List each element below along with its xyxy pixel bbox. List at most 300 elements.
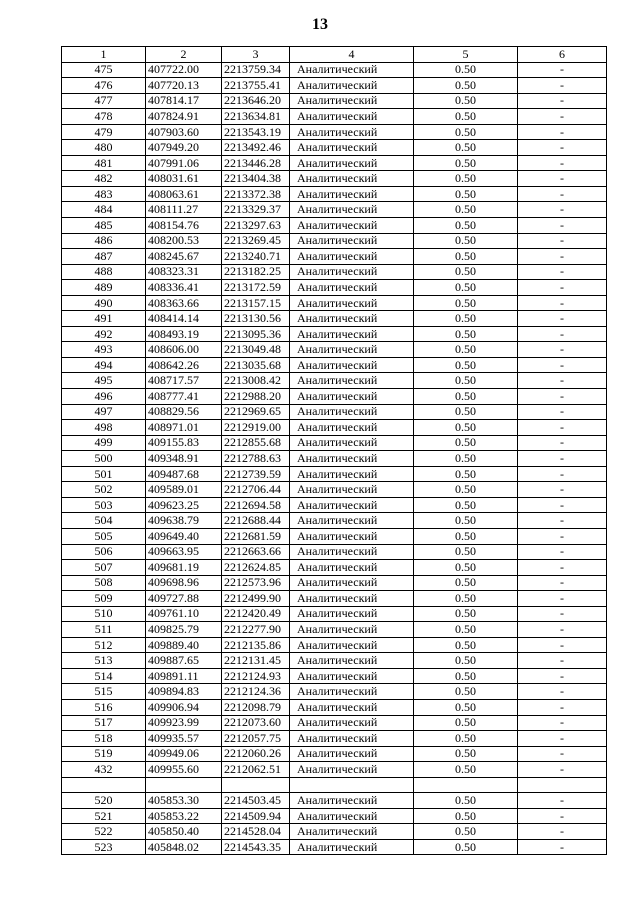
- y-coordinate-cell: 2213095.36: [222, 326, 290, 342]
- y-coordinate-cell: 2212855.68: [222, 435, 290, 451]
- note-cell: -: [518, 560, 607, 576]
- column-header: 1: [62, 47, 146, 63]
- point-number-cell: 500: [62, 451, 146, 467]
- accuracy-cell: 0.50: [414, 249, 518, 265]
- table-row: [62, 793, 607, 809]
- y-coordinate-cell: 2212499.90: [222, 591, 290, 607]
- method-cell: Аналитический: [290, 155, 414, 171]
- point-number-cell: 497: [62, 404, 146, 420]
- accuracy-cell: 0.50: [414, 591, 518, 607]
- note-cell: -: [518, 575, 607, 591]
- table-row: [62, 575, 607, 591]
- table-row: [62, 560, 607, 576]
- table-row: [62, 622, 607, 638]
- y-coordinate-cell: 2212706.44: [222, 482, 290, 498]
- accuracy-cell: 0.50: [414, 653, 518, 669]
- table-row: [62, 326, 607, 342]
- accuracy-cell: 0.50: [414, 202, 518, 218]
- table-row: [62, 78, 607, 94]
- accuracy-cell: 0.50: [414, 264, 518, 280]
- accuracy-cell: 0.50: [414, 62, 518, 78]
- point-number-cell: 480: [62, 140, 146, 156]
- x-coordinate-cell: 408323.31: [146, 264, 222, 280]
- x-coordinate-cell: 407903.60: [146, 124, 222, 140]
- y-coordinate-cell: 2213404.38: [222, 171, 290, 187]
- point-number-cell: 498: [62, 420, 146, 436]
- x-coordinate-cell: 409887.65: [146, 653, 222, 669]
- method-cell: Аналитический: [290, 808, 414, 824]
- point-number-cell: 491: [62, 311, 146, 327]
- y-coordinate-cell: 2212124.36: [222, 684, 290, 700]
- y-coordinate-cell: 2213049.48: [222, 342, 290, 358]
- method-cell: Аналитический: [290, 93, 414, 109]
- note-cell: -: [518, 622, 607, 638]
- y-coordinate-cell: 2214543.35: [222, 839, 290, 855]
- point-number-cell: 517: [62, 715, 146, 731]
- x-coordinate-cell: 409894.83: [146, 684, 222, 700]
- accuracy-cell: 0.50: [414, 186, 518, 202]
- point-number-cell: 495: [62, 373, 146, 389]
- method-cell: Аналитический: [290, 591, 414, 607]
- table-row: [62, 171, 607, 187]
- y-coordinate-cell: 2212624.85: [222, 560, 290, 576]
- method-cell: Аналитический: [290, 731, 414, 747]
- note-cell: -: [518, 824, 607, 840]
- point-number-cell: 510: [62, 606, 146, 622]
- note-cell: -: [518, 637, 607, 653]
- y-coordinate-cell: 2212694.58: [222, 497, 290, 513]
- accuracy-cell: 0.50: [414, 280, 518, 296]
- point-number-cell: 519: [62, 746, 146, 762]
- accuracy-cell: 0.50: [414, 497, 518, 513]
- y-coordinate-cell: 2212988.20: [222, 389, 290, 405]
- x-coordinate-cell: 408063.61: [146, 186, 222, 202]
- x-coordinate-cell: [146, 777, 222, 793]
- accuracy-cell: 0.50: [414, 420, 518, 436]
- point-number-cell: 482: [62, 171, 146, 187]
- method-cell: Аналитический: [290, 482, 414, 498]
- note-cell: -: [518, 140, 607, 156]
- point-number-cell: 503: [62, 497, 146, 513]
- note-cell: -: [518, 420, 607, 436]
- y-coordinate-cell: 2212135.86: [222, 637, 290, 653]
- x-coordinate-cell: 408200.53: [146, 233, 222, 249]
- y-coordinate-cell: 2212277.90: [222, 622, 290, 638]
- x-coordinate-cell: 408336.41: [146, 280, 222, 296]
- note-cell: -: [518, 513, 607, 529]
- table-row: [62, 280, 607, 296]
- table-row: [62, 451, 607, 467]
- point-number-cell: 501: [62, 466, 146, 482]
- accuracy-cell: 0.50: [414, 218, 518, 234]
- accuracy-cell: 0.50: [414, 637, 518, 653]
- table-row: [62, 544, 607, 560]
- point-number-cell: 477: [62, 93, 146, 109]
- note-cell: -: [518, 684, 607, 700]
- note-cell: -: [518, 249, 607, 265]
- note-cell: -: [518, 606, 607, 622]
- note-cell: -: [518, 311, 607, 327]
- note-cell: -: [518, 295, 607, 311]
- y-coordinate-cell: 2213329.37: [222, 202, 290, 218]
- method-cell: Аналитический: [290, 684, 414, 700]
- table-row: [62, 404, 607, 420]
- method-cell: Аналитический: [290, 233, 414, 249]
- point-number-cell: 486: [62, 233, 146, 249]
- table-row: [62, 606, 607, 622]
- table-row: [62, 233, 607, 249]
- table-row: [62, 373, 607, 389]
- table-row: [62, 93, 607, 109]
- table-row: [62, 528, 607, 544]
- note-cell: -: [518, 746, 607, 762]
- point-number-cell: 504: [62, 513, 146, 529]
- x-coordinate-cell: 409923.99: [146, 715, 222, 731]
- y-coordinate-cell: 2213543.19: [222, 124, 290, 140]
- y-coordinate-cell: 2212663.66: [222, 544, 290, 560]
- note-cell: -: [518, 731, 607, 747]
- accuracy-cell: 0.50: [414, 171, 518, 187]
- accuracy-cell: 0.50: [414, 482, 518, 498]
- x-coordinate-cell: 409906.94: [146, 699, 222, 715]
- table-row: [62, 249, 607, 265]
- y-coordinate-cell: 2213492.46: [222, 140, 290, 156]
- point-number-cell: 516: [62, 699, 146, 715]
- note-cell: -: [518, 839, 607, 855]
- method-cell: Аналитический: [290, 357, 414, 373]
- note-cell: -: [518, 435, 607, 451]
- point-number-cell: 518: [62, 731, 146, 747]
- point-number-cell: 493: [62, 342, 146, 358]
- point-number-cell: 515: [62, 684, 146, 700]
- note-cell: -: [518, 109, 607, 125]
- point-number-cell: 505: [62, 528, 146, 544]
- table-row: [62, 684, 607, 700]
- method-cell: Аналитический: [290, 389, 414, 405]
- y-coordinate-cell: 2213035.68: [222, 357, 290, 373]
- note-cell: -: [518, 466, 607, 482]
- y-coordinate-cell: 2213008.42: [222, 373, 290, 389]
- y-coordinate-cell: 2212124.93: [222, 668, 290, 684]
- point-number-cell: 487: [62, 249, 146, 265]
- y-coordinate-cell: 2214503.45: [222, 793, 290, 809]
- method-cell: Аналитический: [290, 544, 414, 560]
- note-cell: -: [518, 342, 607, 358]
- method-cell: [290, 777, 414, 793]
- point-number-cell: 483: [62, 186, 146, 202]
- x-coordinate-cell: 405853.22: [146, 808, 222, 824]
- point-number-cell: 490: [62, 295, 146, 311]
- note-cell: -: [518, 233, 607, 249]
- accuracy-cell: 0.50: [414, 109, 518, 125]
- method-cell: Аналитический: [290, 513, 414, 529]
- x-coordinate-cell: 409949.06: [146, 746, 222, 762]
- note-cell: -: [518, 218, 607, 234]
- accuracy-cell: 0.50: [414, 342, 518, 358]
- x-coordinate-cell: 407722.00: [146, 62, 222, 78]
- accuracy-cell: 0.50: [414, 311, 518, 327]
- table-row: [62, 715, 607, 731]
- x-coordinate-cell: 408363.66: [146, 295, 222, 311]
- table-row: [62, 155, 607, 171]
- point-number-cell: 506: [62, 544, 146, 560]
- method-cell: Аналитический: [290, 264, 414, 280]
- y-coordinate-cell: 2212060.26: [222, 746, 290, 762]
- table-row: [62, 824, 607, 840]
- note-cell: -: [518, 202, 607, 218]
- table-row: [62, 295, 607, 311]
- accuracy-cell: 0.50: [414, 684, 518, 700]
- column-header: 3: [222, 47, 290, 63]
- method-cell: Аналитический: [290, 653, 414, 669]
- note-cell: -: [518, 591, 607, 607]
- x-coordinate-cell: 409487.68: [146, 466, 222, 482]
- method-cell: Аналитический: [290, 404, 414, 420]
- method-cell: Аналитический: [290, 295, 414, 311]
- note-cell: -: [518, 451, 607, 467]
- note-cell: -: [518, 699, 607, 715]
- method-cell: Аналитический: [290, 839, 414, 855]
- x-coordinate-cell: 409891.11: [146, 668, 222, 684]
- y-coordinate-cell: 2212073.60: [222, 715, 290, 731]
- note-cell: -: [518, 264, 607, 280]
- point-number-cell: 521: [62, 808, 146, 824]
- table-row: [62, 109, 607, 125]
- accuracy-cell: 0.50: [414, 451, 518, 467]
- point-number-cell: 509: [62, 591, 146, 607]
- accuracy-cell: 0.50: [414, 544, 518, 560]
- method-cell: Аналитический: [290, 824, 414, 840]
- y-coordinate-cell: 2213269.45: [222, 233, 290, 249]
- x-coordinate-cell: 408777.41: [146, 389, 222, 405]
- x-coordinate-cell: 409348.91: [146, 451, 222, 467]
- x-coordinate-cell: 408245.67: [146, 249, 222, 265]
- x-coordinate-cell: 409681.19: [146, 560, 222, 576]
- y-coordinate-cell: 2213759.34: [222, 62, 290, 78]
- method-cell: Аналитический: [290, 528, 414, 544]
- table-row: [62, 218, 607, 234]
- method-cell: Аналитический: [290, 622, 414, 638]
- note-cell: -: [518, 124, 607, 140]
- point-number-cell: 496: [62, 389, 146, 405]
- y-coordinate-cell: 2213130.56: [222, 311, 290, 327]
- accuracy-cell: 0.50: [414, 373, 518, 389]
- note-cell: -: [518, 373, 607, 389]
- method-cell: Аналитический: [290, 249, 414, 265]
- x-coordinate-cell: 408414.14: [146, 311, 222, 327]
- accuracy-cell: 0.50: [414, 606, 518, 622]
- accuracy-cell: 0.50: [414, 715, 518, 731]
- y-coordinate-cell: 2213172.59: [222, 280, 290, 296]
- method-cell: Аналитический: [290, 326, 414, 342]
- y-coordinate-cell: 2214509.94: [222, 808, 290, 824]
- method-cell: Аналитический: [290, 435, 414, 451]
- table-row: [62, 497, 607, 513]
- x-coordinate-cell: 407991.06: [146, 155, 222, 171]
- table-row: [62, 762, 607, 778]
- x-coordinate-cell: 409589.01: [146, 482, 222, 498]
- x-coordinate-cell: 408111.27: [146, 202, 222, 218]
- note-cell: -: [518, 280, 607, 296]
- method-cell: Аналитический: [290, 78, 414, 94]
- method-cell: Аналитический: [290, 668, 414, 684]
- table-row: [62, 699, 607, 715]
- y-coordinate-cell: 2212788.63: [222, 451, 290, 467]
- table-row: [62, 357, 607, 373]
- point-number-cell: 523: [62, 839, 146, 855]
- x-coordinate-cell: 409761.10: [146, 606, 222, 622]
- y-coordinate-cell: 2213634.81: [222, 109, 290, 125]
- table-row: [62, 668, 607, 684]
- method-cell: Аналитический: [290, 109, 414, 125]
- point-number-cell: 476: [62, 78, 146, 94]
- method-cell: Аналитический: [290, 793, 414, 809]
- point-number-cell: 432: [62, 762, 146, 778]
- accuracy-cell: 0.50: [414, 731, 518, 747]
- column-header: 4: [290, 47, 414, 63]
- x-coordinate-cell: 408493.19: [146, 326, 222, 342]
- table-row: [62, 140, 607, 156]
- method-cell: Аналитический: [290, 62, 414, 78]
- method-cell: Аналитический: [290, 497, 414, 513]
- point-number-cell: 475: [62, 62, 146, 78]
- note-cell: -: [518, 668, 607, 684]
- y-coordinate-cell: 2212739.59: [222, 466, 290, 482]
- method-cell: Аналитический: [290, 560, 414, 576]
- method-cell: Аналитический: [290, 342, 414, 358]
- note-cell: -: [518, 793, 607, 809]
- point-number-cell: 499: [62, 435, 146, 451]
- method-cell: Аналитический: [290, 124, 414, 140]
- note-cell: -: [518, 357, 607, 373]
- y-coordinate-cell: 2213240.71: [222, 249, 290, 265]
- point-number-cell: 488: [62, 264, 146, 280]
- table-row: [62, 186, 607, 202]
- y-coordinate-cell: 2213446.28: [222, 155, 290, 171]
- accuracy-cell: [414, 777, 518, 793]
- y-coordinate-cell: 2213755.41: [222, 78, 290, 94]
- y-coordinate-cell: 2214528.04: [222, 824, 290, 840]
- note-cell: [518, 777, 607, 793]
- point-number-cell: 512: [62, 637, 146, 653]
- table-row: [62, 637, 607, 653]
- table-row: [62, 482, 607, 498]
- note-cell: -: [518, 171, 607, 187]
- x-coordinate-cell: 405848.02: [146, 839, 222, 855]
- y-coordinate-cell: 2213297.63: [222, 218, 290, 234]
- x-coordinate-cell: 407824.91: [146, 109, 222, 125]
- point-number-cell: 484: [62, 202, 146, 218]
- column-header: 2: [146, 47, 222, 63]
- x-coordinate-cell: 409638.79: [146, 513, 222, 529]
- method-cell: Аналитический: [290, 373, 414, 389]
- table-row: [62, 777, 607, 793]
- method-cell: Аналитический: [290, 762, 414, 778]
- accuracy-cell: 0.50: [414, 78, 518, 94]
- point-number-cell: 507: [62, 560, 146, 576]
- y-coordinate-cell: 2212688.44: [222, 513, 290, 529]
- x-coordinate-cell: 408717.57: [146, 373, 222, 389]
- point-number-cell: 522: [62, 824, 146, 840]
- note-cell: -: [518, 497, 607, 513]
- method-cell: Аналитический: [290, 746, 414, 762]
- y-coordinate-cell: 2213646.20: [222, 93, 290, 109]
- point-number-cell: 514: [62, 668, 146, 684]
- accuracy-cell: 0.50: [414, 793, 518, 809]
- note-cell: -: [518, 544, 607, 560]
- method-cell: Аналитический: [290, 637, 414, 653]
- note-cell: -: [518, 762, 607, 778]
- x-coordinate-cell: 408971.01: [146, 420, 222, 436]
- point-number-cell: 485: [62, 218, 146, 234]
- y-coordinate-cell: 2212919.00: [222, 420, 290, 436]
- table-row: [62, 202, 607, 218]
- accuracy-cell: 0.50: [414, 93, 518, 109]
- page-number: 13: [312, 16, 328, 33]
- point-number-cell: [62, 777, 146, 793]
- table-header-row: [62, 47, 607, 63]
- y-coordinate-cell: 2212062.51: [222, 762, 290, 778]
- note-cell: -: [518, 93, 607, 109]
- note-cell: -: [518, 808, 607, 824]
- note-cell: -: [518, 78, 607, 94]
- x-coordinate-cell: 409623.25: [146, 497, 222, 513]
- point-number-cell: 494: [62, 357, 146, 373]
- table-row: [62, 420, 607, 436]
- accuracy-cell: 0.50: [414, 528, 518, 544]
- accuracy-cell: 0.50: [414, 435, 518, 451]
- table-row: [62, 466, 607, 482]
- accuracy-cell: 0.50: [414, 513, 518, 529]
- table-row: [62, 264, 607, 280]
- accuracy-cell: 0.50: [414, 466, 518, 482]
- table-row: [62, 342, 607, 358]
- accuracy-cell: 0.50: [414, 124, 518, 140]
- method-cell: Аналитический: [290, 280, 414, 296]
- x-coordinate-cell: 408642.26: [146, 357, 222, 373]
- accuracy-cell: 0.50: [414, 746, 518, 762]
- x-coordinate-cell: 409155.83: [146, 435, 222, 451]
- accuracy-cell: 0.50: [414, 233, 518, 249]
- table-row: [62, 839, 607, 855]
- x-coordinate-cell: 408031.61: [146, 171, 222, 187]
- note-cell: -: [518, 389, 607, 405]
- accuracy-cell: 0.50: [414, 326, 518, 342]
- x-coordinate-cell: 409698.96: [146, 575, 222, 591]
- accuracy-cell: 0.50: [414, 808, 518, 824]
- table-row: [62, 731, 607, 747]
- method-cell: Аналитический: [290, 699, 414, 715]
- method-cell: Аналитический: [290, 575, 414, 591]
- method-cell: Аналитический: [290, 466, 414, 482]
- note-cell: -: [518, 653, 607, 669]
- point-number-cell: 492: [62, 326, 146, 342]
- x-coordinate-cell: 409649.40: [146, 528, 222, 544]
- note-cell: -: [518, 155, 607, 171]
- point-number-cell: 478: [62, 109, 146, 125]
- method-cell: Аналитический: [290, 202, 414, 218]
- point-number-cell: 481: [62, 155, 146, 171]
- x-coordinate-cell: 409663.95: [146, 544, 222, 560]
- table-row: [62, 62, 607, 78]
- table-row: [62, 746, 607, 762]
- method-cell: Аналитический: [290, 606, 414, 622]
- note-cell: -: [518, 62, 607, 78]
- note-cell: -: [518, 528, 607, 544]
- x-coordinate-cell: 408606.00: [146, 342, 222, 358]
- y-coordinate-cell: [222, 777, 290, 793]
- method-cell: Аналитический: [290, 186, 414, 202]
